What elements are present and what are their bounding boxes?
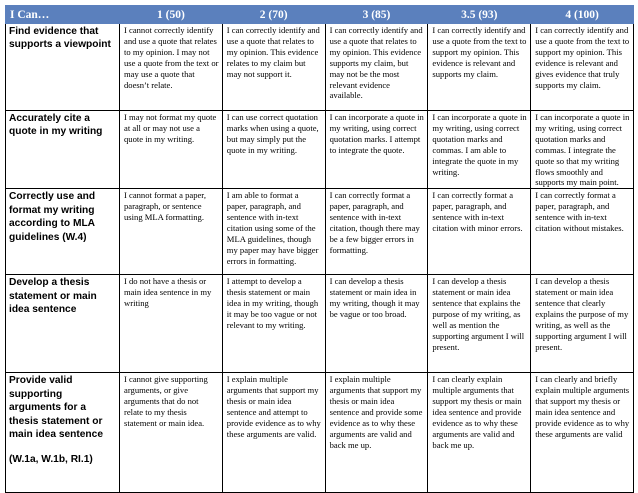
rubric-cell: I can correctly format a paper, paragraph, and sentence with in-text citation with minor errors. [428,189,531,275]
table-row [6,275,634,373]
rubric-cell: I cannot correctly identify and use a quote that relates to my opinion. I may not use a quote from the text or may use a quote that doesn’t relate. [120,24,223,111]
header-i-can: I Can… [6,6,120,24]
rubric-cell: I can clearly explain multiple arguments that support my thesis or main idea sentence and provide evidence as to why these arguments are valid and back me up. [428,373,531,493]
rubric-cell: I explain multiple arguments that support my thesis or main idea sentence and provide some evidence as to why these arguments are valid and back me up. [325,373,428,493]
rubric-container [5,5,633,493]
criterion-label: Develop a thesis statement or main idea sentence [6,275,120,373]
header-level-1: 1 (50) [120,6,223,24]
rubric-cell: I can develop a thesis statement or main idea in my writing, though it may be vague or too broad. [325,275,428,373]
header-level-3: 3 (85) [325,6,428,24]
header-row [6,6,634,24]
rubric-cell: I can develop a thesis statement or main idea sentence that explains the purpose of my writing, as well as mention the supporting argument I will present. [428,275,531,373]
criterion-label: Accurately cite a quote in my writing [6,111,120,189]
header-level-2: 2 (70) [222,6,325,24]
rubric-cell: I can correctly identify and use a quote from the text to support my opinion. This evidence is relevant and gives evidence that truly supports my claim. [531,24,634,111]
header-level-4: 4 (100) [531,6,634,24]
rubric-cell: I may not format my quote at all or may not use a quote in my writing. [120,111,223,189]
criterion-label: Find evidence that supports a viewpoint [6,24,120,111]
rubric-cell: I can incorporate a quote in my writing, using correct quotation marks. I attempt to integrate the quote. [325,111,428,189]
rubric-cell: I explain multiple arguments that support my thesis or main idea sentence and attempt to provide evidence as to why these arguments are valid. [222,373,325,493]
table-row [6,373,634,493]
rubric-table [5,5,634,493]
standards-code: (W.1a, W.1b, RI.1) [9,454,93,466]
rubric-cell: I can develop a thesis statement or main idea sentence that clearly explains the purpose of my writing, as well as the supporting argument I will present. [531,275,634,373]
table-row [6,189,634,275]
rubric-cell: I attempt to develop a thesis statement or main idea in my writing, though it may be too vague or not relevant to my writing. [222,275,325,373]
rubric-cell: I can correctly identify and use a quote from the text to support my opinion. This evidence is relevant and supports my claim. [428,24,531,111]
rubric-cell: I can incorporate a quote in my writing, using correct quotation marks and commas. I integrate the quote so that my writing flows smoothly and supports my main point. [531,111,634,189]
rubric-cell: I can use correct quotation marks when using a quote, but may simply put the quote in my writing. [222,111,325,189]
criterion-label-cell [6,373,120,493]
rubric-cell: I cannot give supporting arguments, or give arguments that do not relate to my thesis statement or main idea. [120,373,223,493]
rubric-cell: I am able to format a paper, paragraph, and sentence with in-text citation using some of the MLA guidelines, though my paper may have bigger errors in formatting. [222,189,325,275]
table-row [6,24,634,111]
rubric-cell: I can incorporate a quote in my writing, using correct quotation marks and commas. I am able to integrate the quote in my writing. [428,111,531,189]
rubric-cell: I do not have a thesis or main idea sentence in my writing [120,275,223,373]
criterion-label: Provide valid supporting arguments for a thesis statement or main idea sentence [9,375,103,440]
rubric-cell: I can correctly format a paper, paragraph, and sentence with in-text citation without mistakes. [531,189,634,275]
rubric-cell: I can correctly format a paper, paragraph, and sentence with in-text citation, though there may be a few bigger errors in formatting. [325,189,428,275]
rubric-cell: I can clearly and briefly explain multiple arguments that support my thesis or main idea sentence and provide evidence as to why these arguments are valid [531,373,634,493]
table-row [6,111,634,189]
rubric-cell: I can correctly identify and use a quote that relates to my opinion. This evidence relates to my claim but may not support it. [222,24,325,111]
criterion-label: Correctly use and format my writing according to MLA guidelines (W.4) [6,189,120,275]
header-level-3-5: 3.5 (93) [428,6,531,24]
rubric-cell: I can correctly identify and use a quote that relates to my opinion. This evidence supports my claim, but may not be the most relevant evidence available. [325,24,428,111]
rubric-cell: I cannot format a paper, paragraph, or sentence using MLA formatting. [120,189,223,275]
